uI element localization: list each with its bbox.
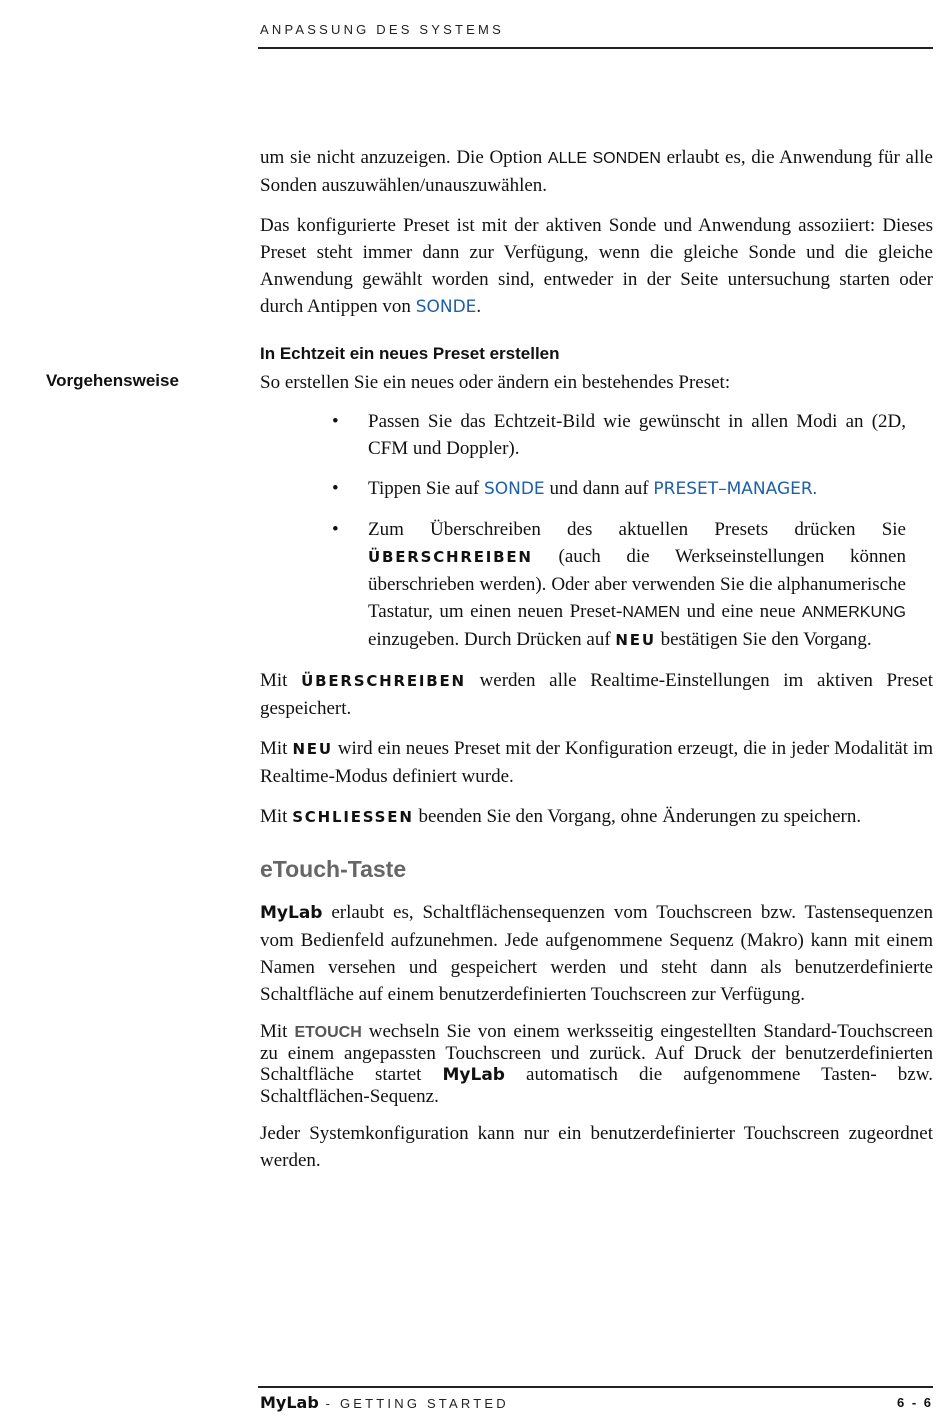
bullet-icon: •	[332, 411, 339, 432]
sonde-link: SONDE	[415, 297, 477, 317]
text: Das konfigurierte Preset ist mit der aktiven Sonde und Anwendung assoziiert: Dieses Preset steht immer dann zur Verfügung, wenn die gleiche Sonde und die gleiche Anwendung gewählt worden sind, entweder in der Seite untersuchung starten oder durch Antippen von	[260, 215, 933, 317]
text: erlaubt es, Schaltflächensequenzen vom Touchscreen bzw. Tastensequenzen vom Bedienfeld aufzunehmen. Jede aufgenommene Sequenz (Makro) kann mit einem Namen versehen und gespeichert werden und steht dann als benutzerdefinierte Schaltfläche auf einem benutzerdefinierten Touchscreen zur Verfügung.	[260, 902, 933, 1005]
sidebar-label: Vorgehensweise	[46, 371, 179, 390]
footer-brand: MyLab	[260, 1393, 319, 1412]
note-field-label: ANMERKUNG	[801, 604, 906, 621]
paragraph-overwrite	[260, 667, 933, 722]
new-button-label: NEU	[292, 740, 333, 758]
list-item	[260, 475, 906, 503]
text: und dann auf	[544, 478, 654, 499]
bullet-icon: •	[332, 478, 339, 499]
footer-rule	[258, 1386, 933, 1388]
paragraph-new	[260, 735, 933, 790]
brand-name: MyLab	[260, 903, 323, 923]
option-all-probes: ALLE SONDEN	[547, 150, 661, 167]
main-content	[260, 144, 933, 1187]
bullet-icon: •	[332, 519, 339, 540]
text: einzugeben. Durch Drücken auf	[368, 629, 616, 650]
section-heading: eTouch-Taste	[260, 856, 407, 882]
text: um sie nicht anzuzeigen. Die Option	[260, 147, 548, 168]
footer-title	[260, 1393, 509, 1412]
page-number: 6 - 6	[896, 1395, 933, 1410]
text: Mit	[260, 738, 293, 759]
preset-manager-link: PRESET–MANAGER.	[653, 479, 818, 499]
close-button-label: SCHLIESSEN	[292, 808, 414, 826]
brand-name: MyLab	[442, 1065, 505, 1085]
text: Passen Sie das Echtzeit-Bild wie gewünscht in allen Modi an (2D, CFM und Doppler).	[368, 411, 906, 459]
text: Tippen Sie auf	[368, 478, 484, 499]
header-rule	[258, 47, 933, 49]
list-item	[260, 408, 906, 462]
text: Zum Überschreiben des aktuellen Presets drücken Sie	[368, 519, 906, 540]
paragraph-options	[260, 144, 933, 199]
new-button-label: NEU	[615, 631, 656, 649]
footer-text: - GETTING STARTED	[318, 1396, 509, 1411]
text: automatisch die aufgenommene Tasten- bzw. Schaltflächen-Sequenz.	[260, 1064, 933, 1107]
sonde-link: SONDE	[483, 479, 545, 499]
paragraph-preset-assoc	[260, 212, 933, 321]
header-title: ANPASSUNG DES SYSTEMS	[260, 22, 504, 37]
intro-text: So erstellen Sie ein neues oder ändern ein bestehendes Preset:	[260, 372, 731, 393]
list-item	[260, 516, 906, 654]
overwrite-button-label: ÜBERSCHREIBEN	[301, 672, 466, 690]
overwrite-button-label: ÜBERSCHREIBEN	[368, 548, 533, 566]
text: werden alle Realtime-Einstellungen im aktiven Preset gespeichert.	[260, 670, 933, 719]
etouch-button-label: ETOUCH	[294, 1024, 362, 1041]
paragraph-etouch-intro	[260, 899, 933, 1008]
bullet-list	[260, 408, 933, 654]
text: wird ein neues Preset mit der Konfiguration erzeugt, die in jeder Modalität im Realtime-Modus definiert wurde.	[260, 738, 934, 787]
paragraph-close	[260, 803, 933, 831]
text: beenden Sie den Vorgang, ohne Änderungen zu speichern.	[413, 806, 862, 827]
name-field-label: NAMEN	[622, 604, 681, 621]
text: Mit	[260, 670, 302, 691]
text: Mit	[260, 1021, 295, 1042]
subheading: In Echtzeit ein neues Preset erstellen	[260, 344, 560, 363]
text: wechseln Sie von einem werksseitig eingestellten Standard-Touchscreen zu einem angepassten Touchscreen und zurück. Auf Druck der benutzerdefinierten Schaltfläche startet	[260, 1021, 933, 1085]
text: erlaubt es, die Anwendung für alle Sonden auszuwählen/unauszuwählen.	[260, 147, 933, 196]
paragraph-config: Jeder Systemkonfiguration kann nur ein benutzerdefinierter Touchscreen zugeordnet werden.	[260, 1123, 933, 1171]
text: und eine neue	[680, 601, 802, 622]
text: .	[476, 296, 482, 317]
text: Mit	[260, 806, 293, 827]
text: (auch die Werkseinstellungen können überschrieben werden). Oder aber verwenden Sie die alphanumerische Tastatur, um einen neuen Preset-	[368, 546, 906, 622]
paragraph-etouch-usage	[260, 1021, 933, 1107]
text: bestätigen Sie den Vorgang.	[655, 629, 872, 650]
